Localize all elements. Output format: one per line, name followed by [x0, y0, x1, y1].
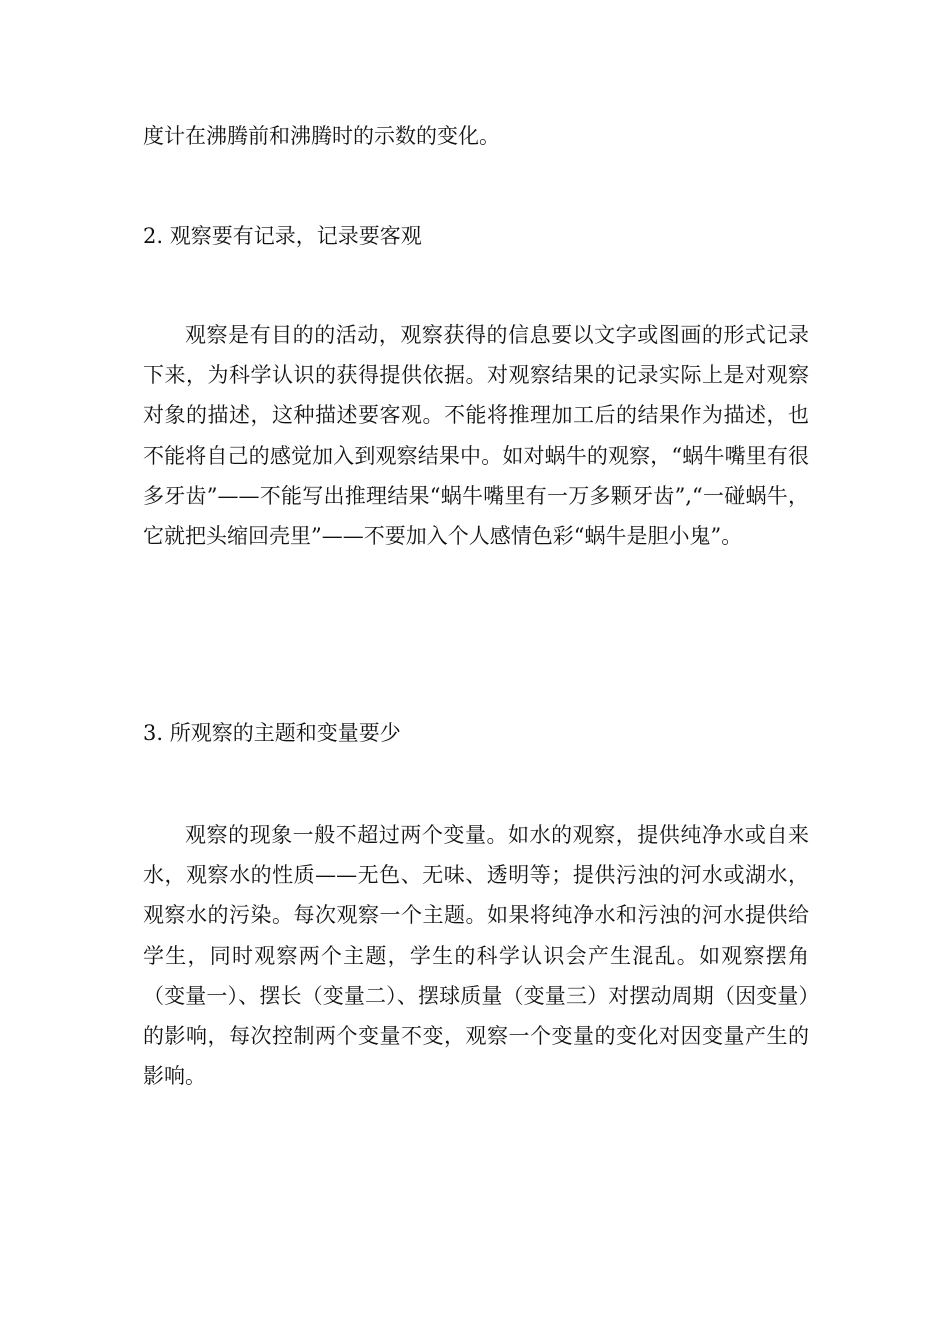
opening-line: 度计在沸腾前和沸腾时的示数的变化。: [143, 124, 500, 148]
section-heading-3: 3. 所观察的主题和变量要少: [143, 721, 401, 745]
section-paragraph-3: 观察的现象一般不超过两个变量。如水的观察，提供纯净水或自来水，观察水的性质——无色、无味、透明等；提供污浊的河水或湖水，观察水的污染。每次观察一个主题。如果将纯净水和污浊的河水提供给学生，同时观察两个主题，学生的科学认识会产生混乱。如观察摆角（变量一）、摆长（变量二）、摆球质量（变量三）对摆动周期（因变量）的影响，每次控制两个变量不变，观察一个变量的变化对因变量产生的影响。: [143, 823, 809, 1089]
section-paragraph-2: 观察是有目的的活动，观察获得的信息要以文字或图画的形式记录下来，为科学认识的获得提供依据。对观察结果的记录实际上是对观察对象的描述，这种描述要客观。不能将推理加工后的结果作为描述，也不能将自己的感觉加入到观察结果中。如对蜗牛的观察，“蜗牛嘴里有很多牙齿”——不能写出推理结果“蜗牛嘴里有一万多颗牙齿”,“一碰蜗牛，它就把头缩回壳里”——不要加入个人感情色彩“蜗牛是胆小鬼”。: [143, 323, 809, 549]
section-heading-2: 2. 观察要有记录，记录要客观: [143, 224, 422, 248]
